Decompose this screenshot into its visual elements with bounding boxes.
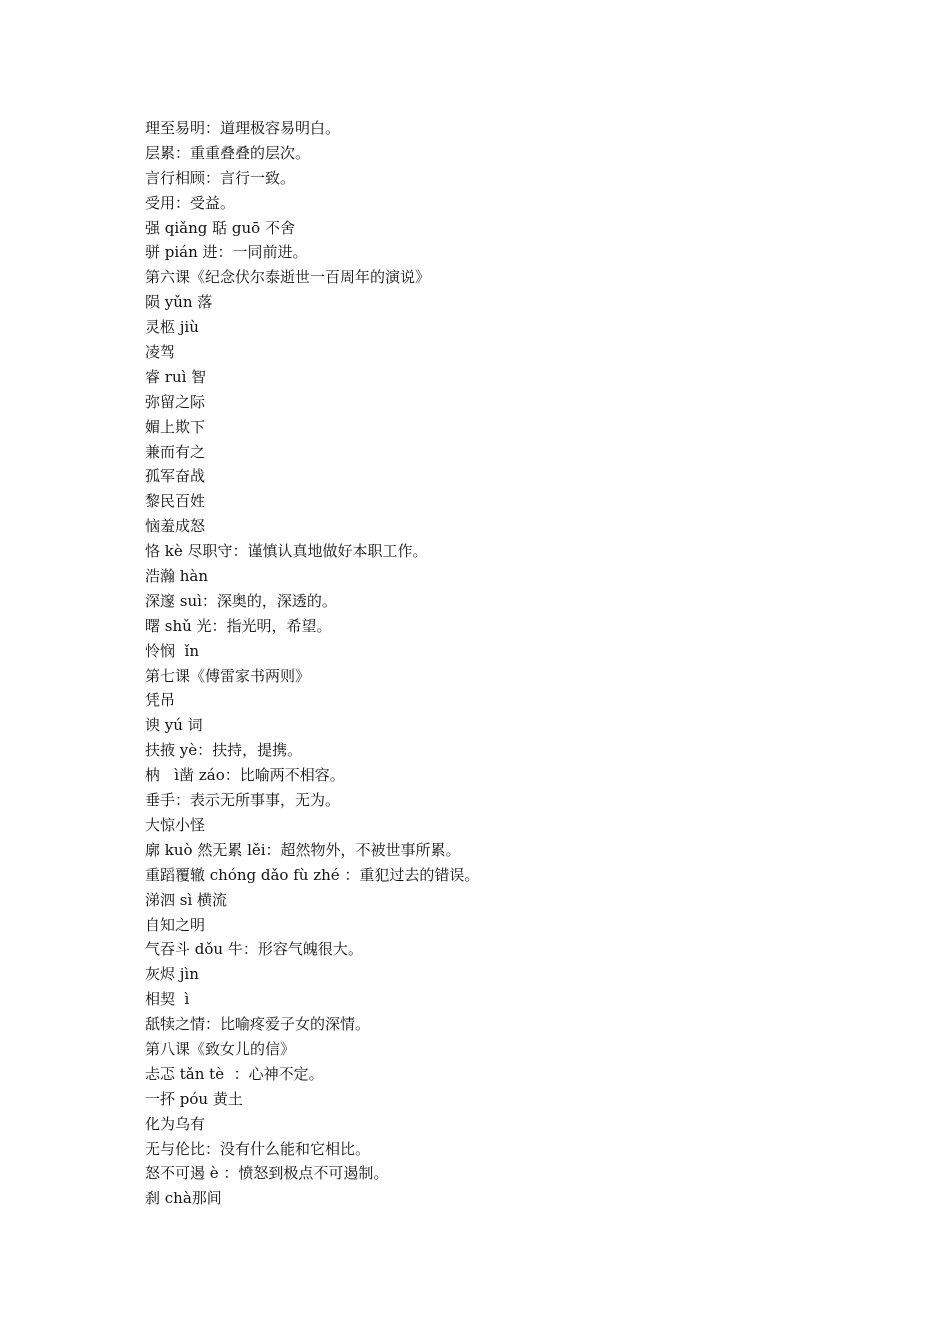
lesson-heading: 第八课《致女儿的信》 bbox=[145, 1039, 296, 1058]
text-line: 忐忑 tǎn tè ：心神不定。 bbox=[145, 1064, 324, 1083]
text-line: 陨 yǔn 落 bbox=[145, 293, 213, 312]
text-line: 言行相顾：言行一致。 bbox=[145, 168, 296, 187]
text-line: 曙 shǔ 光：指光明，希望。 bbox=[145, 616, 332, 635]
text-line: 大惊小怪 bbox=[145, 815, 206, 834]
text-line: 黎民百姓 bbox=[145, 492, 206, 511]
text-line: 刹 chà那间 bbox=[145, 1189, 222, 1208]
text-line: 垂手：表示无所事事，无为。 bbox=[145, 791, 341, 810]
text-line: 廓 kuò 然无累 lěi：超然物外，不被世事所累。 bbox=[145, 840, 461, 859]
text-line: 相契 ì bbox=[145, 990, 190, 1009]
text-line: 睿 ruì 智 bbox=[145, 367, 207, 386]
text-line: 浩瀚 hàn bbox=[145, 567, 209, 586]
text-line: 舐犊之情：比喻疼爱子女的深情。 bbox=[145, 1015, 371, 1034]
lesson-heading: 第七课《傅雷家书两则》 bbox=[145, 666, 311, 685]
text-line: 灵柩 jiù bbox=[145, 318, 199, 337]
text-line: 媚上欺下 bbox=[145, 417, 206, 436]
text-line: 枘 ì凿 záo：比喻两不相容。 bbox=[145, 766, 345, 785]
text-line: 涕泗 sì 横流 bbox=[145, 890, 228, 909]
text-line: 层累：重重叠叠的层次。 bbox=[145, 143, 311, 162]
text-line: 怒不可遏 è ：愤怒到极点不可遏制。 bbox=[145, 1164, 389, 1183]
text-line: 恼羞成怒 bbox=[145, 517, 206, 536]
text-line: 重蹈覆辙 chóng dǎo fù zhé ：重犯过去的错误。 bbox=[145, 865, 480, 884]
text-line: 弥留之际 bbox=[145, 392, 206, 411]
text-line: 凌驾 bbox=[145, 343, 176, 362]
text-line: 孤军奋战 bbox=[145, 467, 206, 486]
text-line: 扶掖 yè：扶持，提携。 bbox=[145, 741, 303, 760]
text-line: 一抔 póu 黄土 bbox=[145, 1089, 243, 1108]
text-line: 谀 yú 词 bbox=[145, 716, 203, 735]
text-line: 受用：受益。 bbox=[145, 193, 236, 212]
text-line: 深邃 suì：深奥的，深透的。 bbox=[145, 591, 337, 610]
text-line: 骈 pián 进：一同前进。 bbox=[145, 243, 308, 262]
text-line: 强 qiǎng 聒 guō 不舍 bbox=[145, 218, 295, 237]
text-line: 气吞斗 dǒu 牛：形容气魄很大。 bbox=[145, 940, 363, 959]
text-line: 无与伦比：没有什么能和它相比。 bbox=[145, 1139, 371, 1158]
text-line: 怜悯 ǐn bbox=[145, 641, 199, 660]
text-line: 恪 kè 尽职守：谨慎认真地做好本职工作。 bbox=[145, 542, 428, 561]
text-line: 化为乌有 bbox=[145, 1114, 206, 1133]
text-lines bbox=[145, 116, 845, 1211]
text-line: 凭吊 bbox=[145, 691, 176, 710]
text-line: 理至易明：道理极容易明白。 bbox=[145, 119, 341, 137]
lesson-heading: 第六课《纪念伏尔泰逝世一百周年的演说》 bbox=[145, 268, 431, 287]
text-line: 兼而有之 bbox=[145, 442, 206, 461]
text-line: 自知之明 bbox=[145, 915, 206, 934]
text-line: 灰烬 jìn bbox=[145, 965, 199, 984]
